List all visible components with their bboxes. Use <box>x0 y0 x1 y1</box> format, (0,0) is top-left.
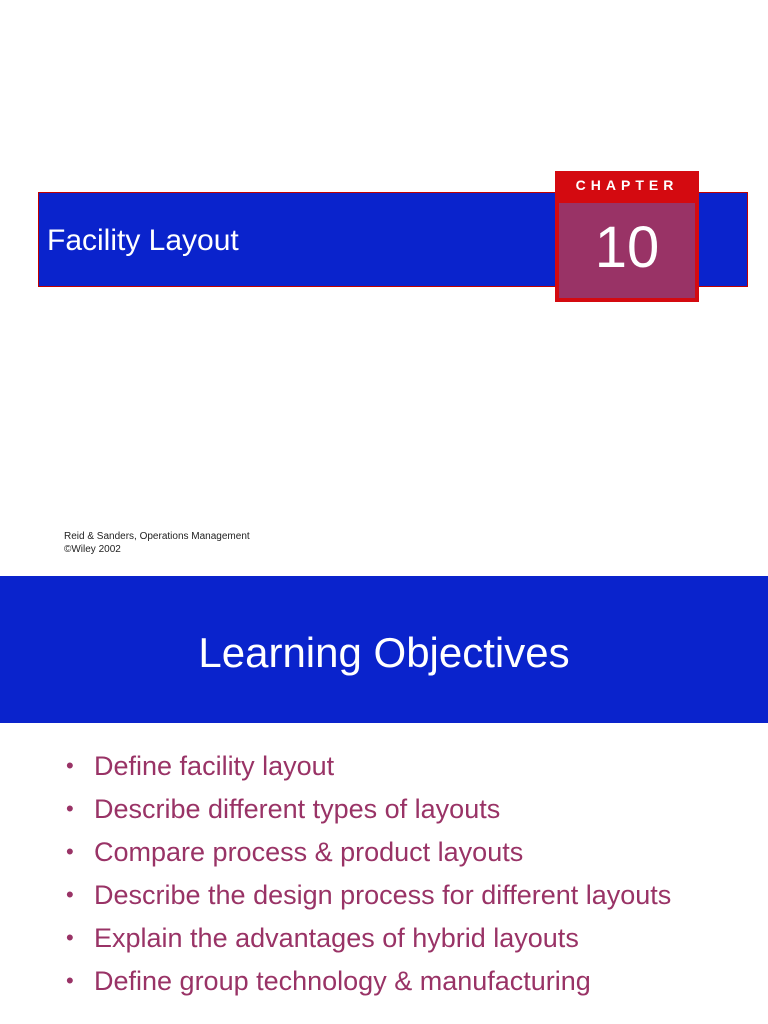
objectives-slide <box>0 576 768 1024</box>
objectives-list <box>60 748 700 1006</box>
bullet-icon: • <box>66 796 74 821</box>
chapter-badge <box>555 171 699 302</box>
objectives-title: Learning Objectives <box>198 629 570 676</box>
credit-line-publisher: Reid & Sanders, Operations Management <box>64 531 250 542</box>
list-item <box>60 877 700 913</box>
objectives-header-band <box>0 576 768 723</box>
bullet-icon: • <box>66 839 74 864</box>
bullet-icon: • <box>66 968 74 993</box>
chapter-number: 10 <box>594 215 660 280</box>
objective-text: Describe different types of layouts <box>94 794 501 824</box>
objective-text: Define group technology & manufacturing <box>94 966 591 996</box>
objective-text: Compare process & product layouts <box>94 837 524 867</box>
slide-title: Facility Layout <box>47 224 239 257</box>
list-item <box>60 748 700 784</box>
objective-text: Explain the advantages of hybrid layouts <box>94 923 579 953</box>
list-item <box>60 834 700 870</box>
bullet-icon: • <box>66 925 74 950</box>
objective-text: Describe the design process for different layouts <box>94 880 672 910</box>
objective-text: Define facility layout <box>94 751 335 781</box>
credit-line-copyright: ©Wiley 2002 <box>64 544 121 555</box>
bullet-icon: • <box>66 753 74 778</box>
list-item <box>60 963 700 999</box>
list-item <box>60 791 700 827</box>
list-item <box>60 920 700 956</box>
chapter-number-box <box>559 203 695 298</box>
bullet-icon: • <box>66 882 74 907</box>
chapter-label: CHAPTER <box>575 177 679 193</box>
